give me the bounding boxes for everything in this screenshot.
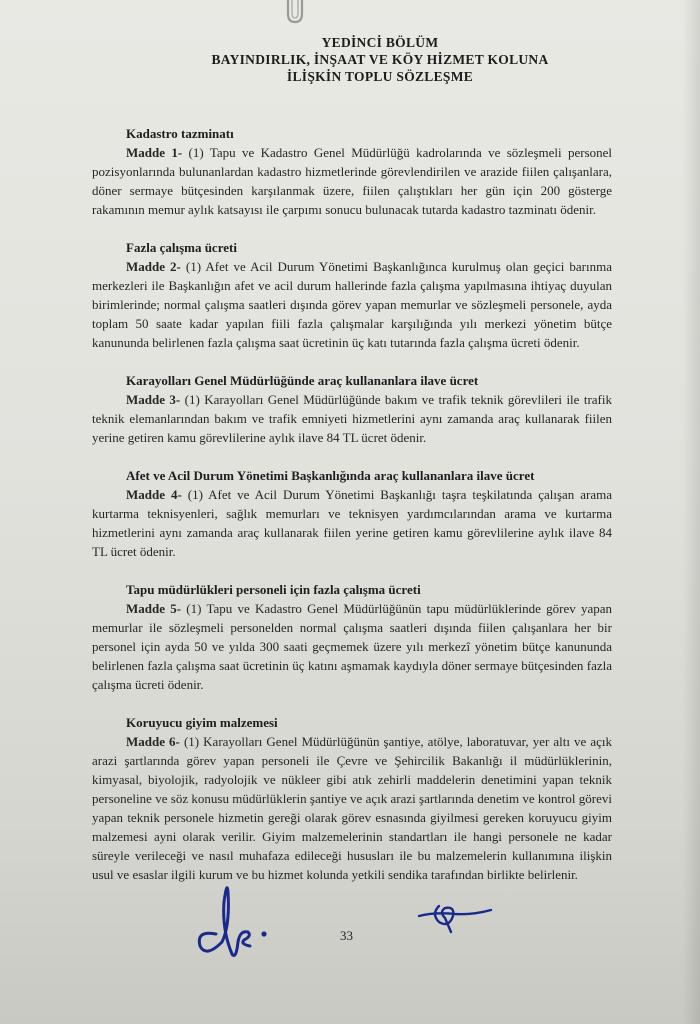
article-content: (1) Afet ve Acil Durum Yönetimi Başkanlığınca kurulmuş olan geçici barınma merkezleri ile Başkanlığın afet ve acil durum hallerinde fazla çalışma yapılmasına ihtiyaç duyulan birimlerinde; normal çalışma saatleri dışında görev yapan memurlar ve sözleşmeli personele, ayda toplam 50 saate kadar yapılan fiili fazla çalışmalar karşılığında yılı merkezi yönetim bütçe kanununda belirlenen fazla çalışma saat ücretinin üç katı tutarında fazla çalışma ücreti ödenir. bbox=[92, 259, 612, 350]
article-text bbox=[92, 732, 612, 884]
article-section-1 bbox=[92, 124, 612, 219]
article-title: Koruyucu giyim malzemesi bbox=[126, 715, 278, 730]
article-content: (1) Karayolları Genel Müdürlüğünde bakım ve trafik teknik görevlileri ile trafik teknik elemanlarından bakım ve trafik emniyeti hizmetlerini aynı zamanda araç kullanarak fiilen yerine getiren kamu görevlilerine aylık ilave 84 TL ücret ödenir. bbox=[92, 392, 612, 445]
article-title: Karayolları Genel Müdürlüğünde araç kullananlara ilave ücret bbox=[126, 373, 479, 388]
article-section-2 bbox=[92, 238, 612, 352]
article-text bbox=[92, 257, 612, 352]
page-edge-shadow bbox=[682, 0, 700, 1024]
chapter-header bbox=[170, 34, 590, 85]
articles-body bbox=[92, 124, 612, 903]
article-number: Madde 1- bbox=[126, 145, 183, 160]
article-title: Fazla çalışma ücreti bbox=[126, 240, 237, 255]
article-content: (1) Afet ve Acil Durum Yönetimi Başkanlığı taşra teşkilatında çalışan arama kurtarma teknisyenleri, sağlık memurları ve teknisyen yardımcılarından arama ve kurtarma hizmetlerini aynı zamanda araç kullanarak fiilen yerine getiren kamu görevlilerine aylık ilave 84 TL ücret ödenir. bbox=[92, 487, 612, 559]
article-title: Afet ve Acil Durum Yönetimi Başkanlığında araç kullananlara ilave ücret bbox=[126, 468, 535, 483]
article-number: Madde 3- bbox=[126, 392, 181, 407]
article-number: Madde 2- bbox=[126, 259, 181, 274]
article-content: (1) Tapu ve Kadastro Genel Müdürlüğünün tapu müdürlüklerinde görev yapan memurlar ile sözleşmeli personelden normal çalışma saatleri dışında fiilen çalışanlara her bir personel için ayda 50 ve yılda 300 saati geçmemek üzere yılı merkezî yönetim bütçe kanununda belirlenen fazla çalışma saat ücretinin üç katını aşmamak kaydıyla döner sermaye bütçesinden fazla çalışma ücreti ödenir. bbox=[92, 601, 612, 692]
article-section-3 bbox=[92, 371, 612, 447]
article-content: (1) Tapu ve Kadastro Genel Müdürlüğü kadrolarında ve sözleşmeli personel pozisyonlarında bulunanlardan kadastro hizmetlerinde görevlendirilen ve arazide fiilen çalışanlara, döner sermaye bütçesinden karşılanmak üzere, fiilen çalıştıkları her gün için 200 gösterge rakamının memur aylık katsayısı ile çarpımı sonucu bulunacak tutarda kadastro tazminatı ödenir. bbox=[92, 145, 613, 217]
signature-right bbox=[415, 892, 495, 942]
article-text bbox=[92, 390, 612, 447]
article-number: Madde 6- bbox=[126, 734, 180, 749]
article-section-6 bbox=[92, 713, 612, 884]
article-number: Madde 5- bbox=[126, 601, 182, 616]
chapter-title-line-1: BAYINDIRLIK, İNŞAAT VE KÖY HİZMET KOLUNA bbox=[211, 52, 549, 67]
article-content: (1) Karayolları Genel Müdürlüğünün şantiye, atölye, laboratuvar, yer altı ve açık arazi şartlarında görev yapan personeli ile Çevre ve Şehircilik Bakanlığı il müdürlüklerinin, kimyasal, biyolojik, radyolojik ve nükleer gibi atık zehirli maddelerin denetimini yapan teknik personeline ve söz konusu müdürlüklerin şantiye ve açık arazi şartlarında denetim ve kontrol görevi yapan teknik personele hizmetin gereği olarak görev esnasında giyilmesi gereken koruyucu giyim malzemesi ayni olarak verilir. Giyim malzemelerinin standartları ile hangi personele ne kadar süreyle verileceği ve nasıl muhafaza edileceği hususları ile bu malzemelerin kullanımına ilişkin usul ve esaslar ilgili kurum ve bu hizmet kolunda yetkili sendika tarafından birlikte belirlenir. bbox=[92, 734, 612, 882]
signature-left bbox=[186, 872, 276, 962]
article-number: Madde 4- bbox=[126, 487, 182, 502]
article-section-4 bbox=[92, 466, 612, 561]
chapter-number: YEDİNCİ BÖLÜM bbox=[321, 35, 439, 50]
article-section-5 bbox=[92, 580, 612, 694]
page-number: 33 bbox=[340, 928, 353, 943]
article-title: Kadastro tazminatı bbox=[126, 126, 234, 141]
article-text bbox=[92, 599, 612, 694]
article-text bbox=[92, 143, 612, 219]
article-text bbox=[92, 485, 612, 561]
paper-clip-icon bbox=[280, 0, 310, 24]
article-title: Tapu müdürlükleri personeli için fazla çalışma ücreti bbox=[126, 582, 421, 597]
chapter-title-line-2: İLİŞKİN TOPLU SÖZLEŞME bbox=[286, 69, 474, 84]
